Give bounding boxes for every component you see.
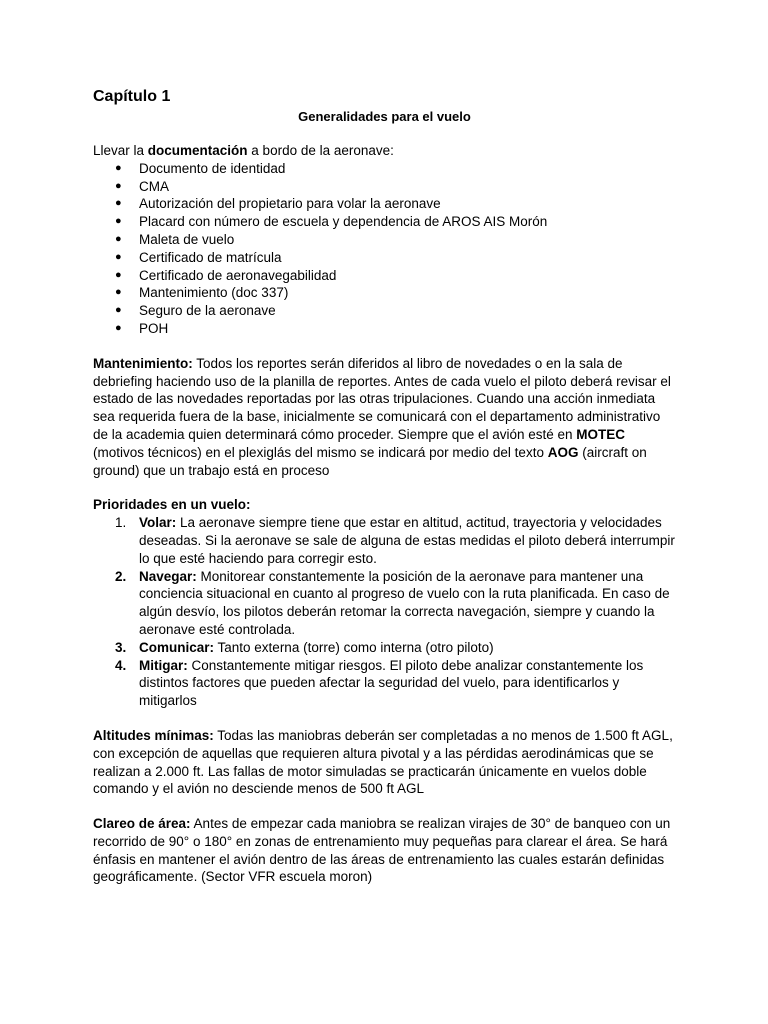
list-item-text: Autorización del propietario para volar la aeronave: [139, 196, 441, 212]
item-number: 1.: [115, 515, 127, 531]
list-item-text: Mantenimiento (doc 337): [139, 285, 289, 301]
list-item: [93, 320, 676, 338]
altitudes-paragraph: [93, 727, 676, 798]
clearing-paragraph: [93, 815, 676, 886]
list-item-text: CMA: [139, 178, 169, 194]
priorities-title: [93, 496, 676, 514]
list-item: [93, 514, 676, 567]
bullet-icon: ●: [115, 161, 122, 174]
bullet-icon: ●: [115, 197, 122, 210]
bullet-icon: ●: [115, 250, 122, 263]
documentation-list: [93, 160, 676, 338]
list-item-text: Certificado de matrícula: [139, 249, 282, 265]
item-number: 2.: [115, 568, 127, 584]
altitudes-label: Altitudes mínimas:: [93, 727, 214, 743]
priorities-section: [93, 496, 676, 710]
item-number: 3.: [115, 639, 127, 655]
aog-keyword: AOG: [547, 444, 579, 460]
list-item-text: Certificado de aeronavegabilidad: [139, 267, 337, 283]
list-item: [93, 568, 676, 639]
list-item: [93, 639, 676, 657]
priorities-list: [93, 514, 676, 710]
bullet-icon: ●: [115, 215, 122, 228]
list-item: [93, 195, 676, 213]
bullet-icon: ●: [115, 232, 122, 245]
priority-label: Volar:: [139, 515, 177, 531]
documentation-section: [93, 142, 676, 338]
maintenance-text: Todos los reportes serán diferidos al libro de novedades o en la sala de debriefing haciendo uso de la planilla de reportes. Antes de cada vuelo el piloto deberá revisar el estado de las novedades reportadas por las otras tripulaciones. Cuando una acción inmediata sea requerida fuera de la base, inicialmente se comunicará con el departamento administrativo de la academia quien determinará cómo proceder. Siempre que el avión esté en: [93, 355, 671, 442]
maintenance-paragraph: [93, 355, 676, 480]
clearing-text: Antes de empezar cada maniobra se realizan virajes de 30° de banqueo con un recorrido de 90° o 180° en zonas de entrenamiento muy pequeñas para clarear el área. Se hará énfasis en mantener el avión dentro de las áreas de entrenamiento las cuales estarán definidas geográficamente. (Sector VFR escuela moron): [93, 816, 671, 885]
list-item: [93, 284, 676, 302]
list-item-text: POH: [139, 320, 169, 336]
chapter-title: Capítulo 1: [93, 88, 171, 105]
priority-text: La aeronave siempre tiene que estar en altitud, actitud, trayectoria y velocidades deseadas. Si la aeronave se sale de alguna de estas medidas el piloto deberá interrumpir lo que esté haciendo para corregir esto.: [139, 515, 675, 566]
bullet-icon: ●: [115, 304, 122, 317]
priority-text: Constantemente mitigar riesgos. El piloto debe analizar constantemente los distintos factores que pueden afectar la seguridad del vuelo, para identificarlos y mitigarlos: [139, 657, 644, 709]
bullet-icon: ●: [115, 268, 122, 281]
list-item: [93, 249, 676, 267]
list-item: [93, 160, 676, 178]
clearing-label: Clareo de área:: [93, 816, 191, 832]
documentation-keyword: documentación: [147, 143, 248, 158]
list-item-text: Maleta de vuelo: [139, 231, 235, 247]
altitudes-text: Todas las maniobras deberán ser completadas a no menos de 1.500 ft AGL, con excepción de aquellas que requieren altura pivotal y a las pérdidas aerodinámicas que se realizan a 2.000 ft. Las fallas de motor simuladas se practicarán únicamente en vuelos doble comando y el avión no desciende menos de 500 ft AGL: [93, 727, 673, 797]
list-item: [93, 213, 676, 231]
priority-label: Comunicar:: [139, 639, 215, 655]
motec-keyword: MOTEC: [576, 426, 626, 442]
documentation-intro-pre: Llevar la: [93, 143, 148, 158]
maintenance-text: (aircraft on ground) que un trabajo está en proceso: [93, 444, 647, 478]
list-item: [93, 267, 676, 285]
section-subtitle: Generalidades para el vuelo: [298, 109, 471, 124]
bullet-icon: ●: [115, 321, 122, 334]
bullet-icon: ●: [115, 179, 122, 192]
list-item: [93, 657, 676, 710]
maintenance-text: (motivos técnicos) en el plexiglás del mismo se indicará por medio del texto: [93, 444, 548, 460]
list-item-text: Seguro de la aeronave: [139, 303, 276, 319]
priorities-title-text: Prioridades en un vuelo:: [93, 497, 251, 513]
priority-text: Monitorear constantemente la posición de la aeronave para mantener una conciencia situacional en cuanto al progreso de vuelo con la ruta planificada. En caso de algún desvío, los pilotos deberán retomar la correcta navegación, siempre y cuando la aeronave esté controlada.: [139, 568, 670, 637]
item-number: 4.: [115, 657, 127, 673]
maintenance-label: Mantenimiento:: [93, 355, 193, 371]
list-item: [93, 302, 676, 320]
list-item-text: Documento de identidad: [139, 160, 286, 176]
bullet-icon: ●: [115, 286, 122, 299]
priority-label: Navegar:: [139, 568, 197, 584]
documentation-intro-post: a bordo de la aeronave:: [247, 143, 394, 158]
priority-label: Mitigar:: [139, 657, 188, 673]
list-item: [93, 231, 676, 249]
documentation-intro: [93, 142, 676, 160]
list-item: [93, 178, 676, 196]
list-item-text: Placard con número de escuela y dependencia de AROS AIS Morón: [139, 214, 548, 230]
priority-text: Tanto externa (torre) como interna (otro piloto): [214, 639, 494, 655]
